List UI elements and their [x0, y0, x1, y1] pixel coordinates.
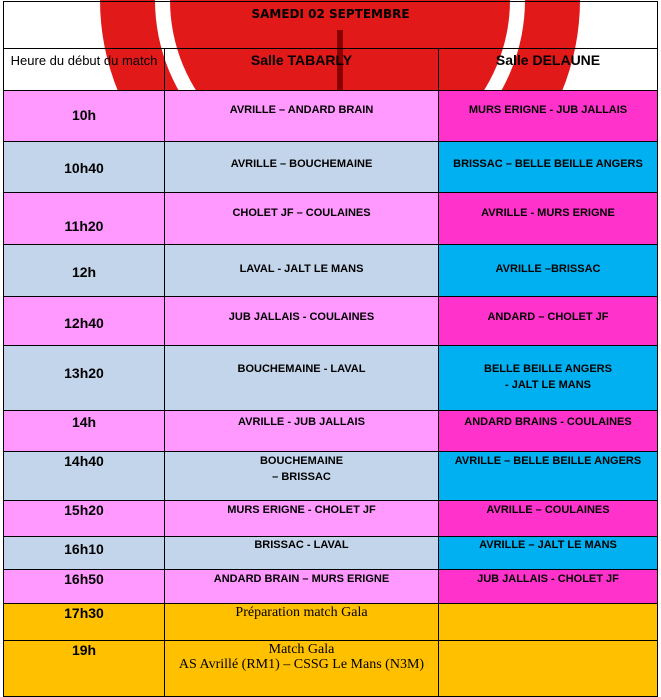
match-line: AS Avrillé (RM1) – CSSG Le Mans (N3M): [178, 657, 425, 672]
match-line: JUB JALLAIS - CHOLET JF: [477, 573, 619, 585]
salle-tabarly-match: [165, 570, 439, 604]
match-line: BRISSAC - LAVAL: [254, 539, 349, 551]
salle-tabarly-match: [165, 297, 439, 346]
header-time-label: Heure du début du match: [10, 53, 158, 68]
salle-delaune-match: [439, 193, 658, 245]
match-line: BELLE BEILLE ANGERS: [484, 363, 612, 375]
match-time: 16h10: [4, 537, 165, 570]
salle-delaune-match: [439, 604, 658, 641]
match-time: 10h: [4, 91, 165, 142]
match-line: AVRILLE - MURS ERIGNE: [481, 207, 615, 219]
salle-delaune-match: [439, 570, 658, 604]
match-line: AVRILLE – BOUCHEMAINE: [230, 158, 373, 170]
header-room-2: [439, 49, 658, 91]
salle-tabarly-match: [165, 193, 439, 245]
match-line: CHOLET JF – COULAINES: [232, 207, 371, 219]
schedule-row: [4, 297, 658, 346]
match-line: Match Gala: [268, 642, 335, 657]
salle-tabarly-match: [165, 537, 439, 570]
schedule-row: [4, 411, 658, 452]
salle-tabarly-match: [165, 641, 439, 697]
header-room-1: [165, 49, 439, 91]
match-time: 10h40: [4, 142, 165, 193]
salle-tabarly-match: [165, 142, 439, 193]
salle-delaune-match: [439, 142, 658, 193]
match-line: AVRILLE – JALT LE MANS: [479, 539, 617, 551]
schedule-row: [4, 641, 658, 697]
match-line: ANDARD BRAINS - COULAINES: [464, 416, 632, 428]
schedule-row: [4, 570, 658, 604]
schedule-row: [4, 501, 658, 537]
match-line: AVRILLE – ANDARD BRAIN: [229, 104, 374, 116]
match-time: 17h30: [4, 604, 165, 641]
salle-delaune-match: [439, 452, 658, 501]
match-line: BOUCHEMAINE: [259, 455, 344, 467]
salle-delaune-match: [439, 501, 658, 537]
schedule-row: [4, 193, 658, 245]
header-room-2-label: Salle DELAUNE: [495, 52, 601, 68]
schedule-row: [4, 537, 658, 570]
salle-delaune-match: [439, 346, 658, 411]
match-time: 12h40: [4, 297, 165, 346]
schedule-row: [4, 245, 658, 297]
match-time: 11h20: [4, 193, 165, 245]
match-time: 15h20: [4, 501, 165, 537]
schedule-table: [3, 1, 658, 697]
salle-delaune-match: [439, 297, 658, 346]
header-time: [4, 49, 165, 91]
match-line: AVRILLE – COULAINES: [486, 504, 610, 516]
match-time: 14h: [4, 411, 165, 452]
salle-tabarly-match: [165, 452, 439, 501]
match-time: 16h50: [4, 570, 165, 604]
schedule-row: [4, 452, 658, 501]
salle-delaune-match: [439, 245, 658, 297]
schedule-row: [4, 142, 658, 193]
match-line: JUB JALLAIS - COULAINES: [228, 311, 375, 323]
match-line: BRISSAC – BELLE BEILLE ANGERS: [453, 158, 643, 170]
match-line: ANDARD BRAIN – MURS ERIGNE: [213, 573, 390, 585]
match-line: AVRILLE - JUB JALLAIS: [238, 416, 365, 428]
match-line: - JALT LE MANS: [505, 379, 591, 391]
salle-delaune-match: [439, 411, 658, 452]
schedule-title: SAMEDI 02 SEPTEMBRE: [4, 2, 658, 49]
match-time: 19h: [4, 641, 165, 697]
match-time: 14h40: [4, 452, 165, 501]
match-time: 13h20: [4, 346, 165, 411]
match-line: AVRILLE – BELLE BEILLE ANGERS: [454, 455, 642, 467]
match-line: MURS ERIGNE - CHOLET JF: [227, 504, 376, 516]
salle-tabarly-match: [165, 411, 439, 452]
salle-delaune-match: [439, 537, 658, 570]
match-line: – BRISSAC: [272, 471, 331, 483]
salle-delaune-match: [439, 91, 658, 142]
schedule-row: [4, 604, 658, 641]
salle-tabarly-match: [165, 91, 439, 142]
schedule-row: [4, 346, 658, 411]
salle-tabarly-match: [165, 604, 439, 641]
salle-tabarly-match: [165, 346, 439, 411]
match-line: Préparation match Gala: [235, 605, 368, 620]
match-time: 12h: [4, 245, 165, 297]
schedule-row: [4, 91, 658, 142]
match-line: BOUCHEMAINE - LAVAL: [237, 363, 366, 375]
salle-tabarly-match: [165, 501, 439, 537]
match-line: LAVAL - JALT LE MANS: [239, 263, 364, 275]
header-room-1-label: Salle TABARLY: [250, 52, 353, 68]
match-line: ANDARD – CHOLET JF: [487, 311, 609, 323]
match-line: MURS ERIGNE - JUB JALLAIS: [468, 104, 628, 116]
salle-delaune-match: [439, 641, 658, 697]
salle-tabarly-match: [165, 245, 439, 297]
match-line: AVRILLE –BRISSAC: [495, 263, 601, 275]
